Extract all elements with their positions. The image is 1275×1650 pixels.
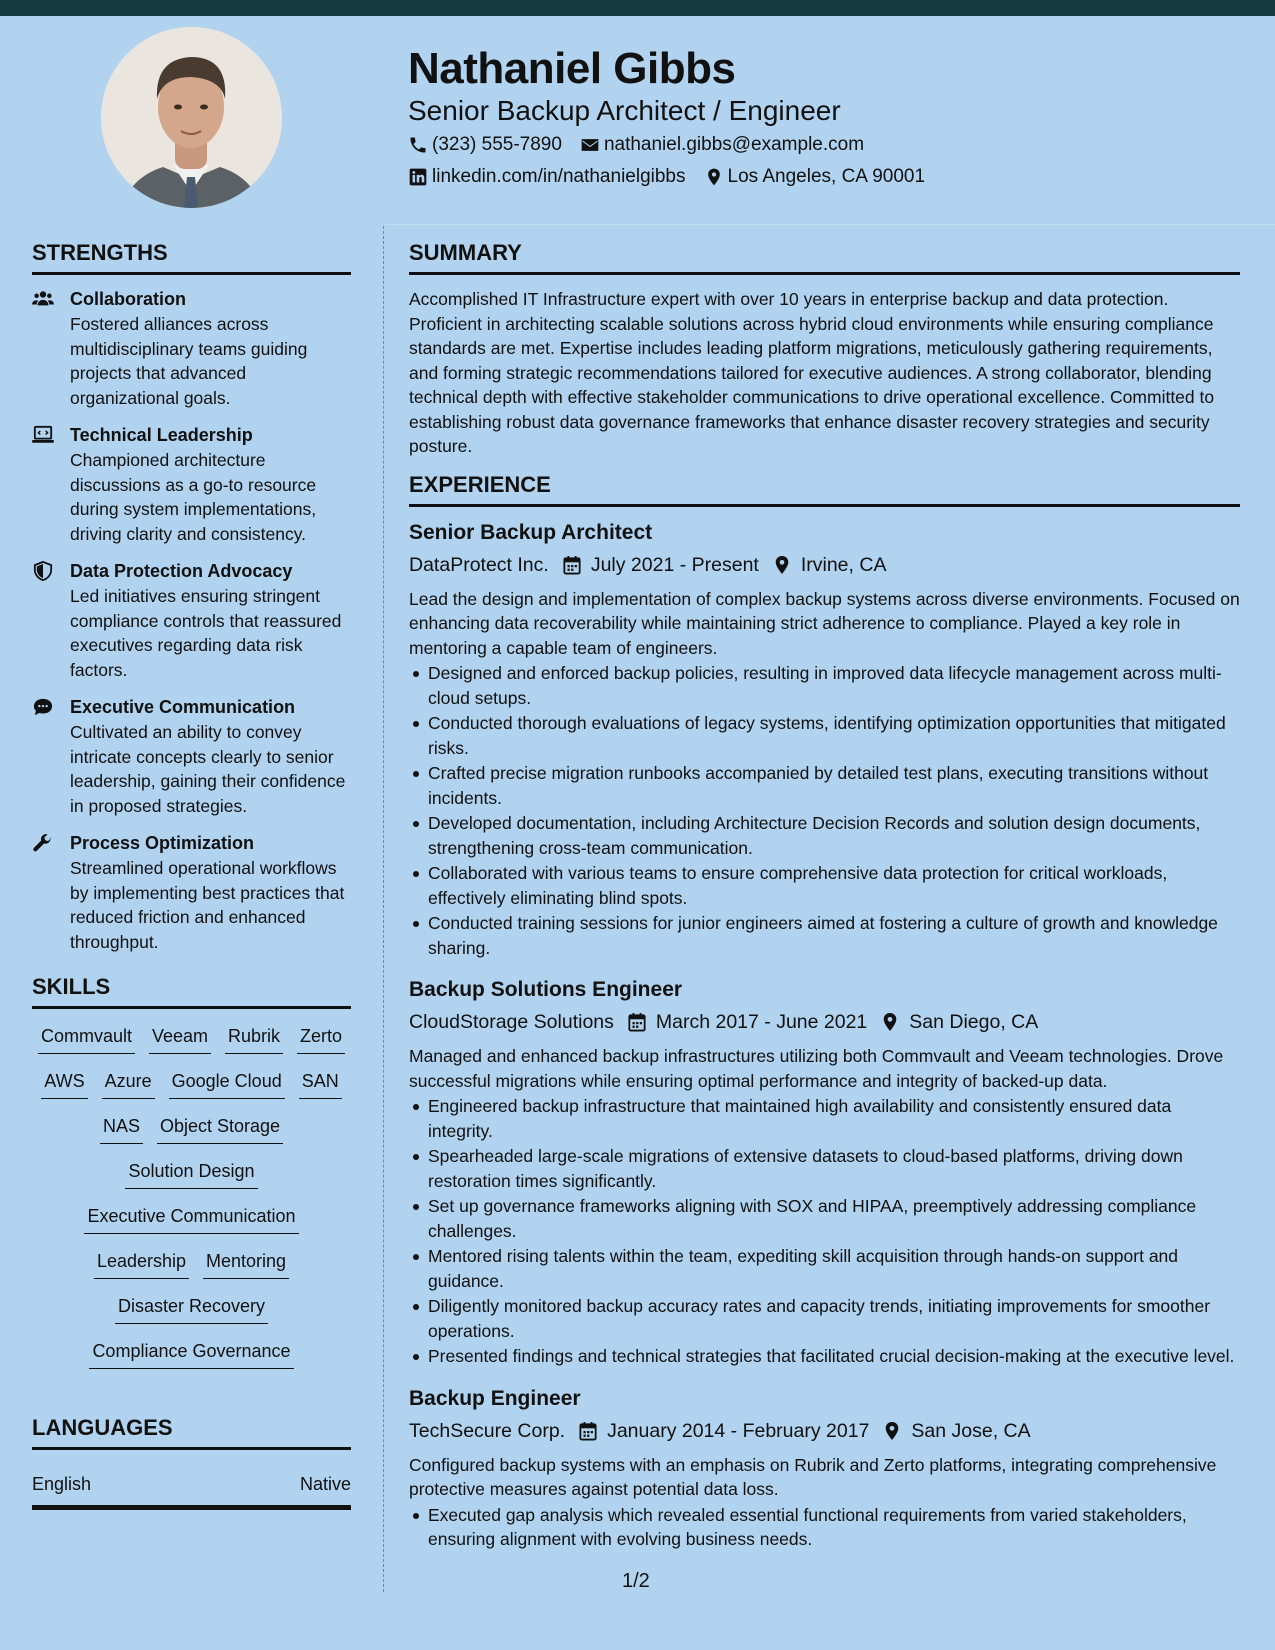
- job-title: Senior Backup Architect: [409, 520, 653, 544]
- job-meta: [409, 551, 1240, 579]
- skill-tag: Executive Communication: [84, 1204, 298, 1234]
- job-bullets: [409, 1094, 1240, 1369]
- job-title: Backup Solutions Engineer: [409, 978, 683, 1001]
- skill-tag: AWS: [41, 1069, 87, 1099]
- job-bullet: Designed and enforced backup policies, resulting in improved data lifecycle management across multi-cloud setups.: [409, 661, 1240, 710]
- strength-title: Technical Leadership: [70, 425, 253, 445]
- skill-row: [32, 1294, 351, 1324]
- contact-row-2: [408, 166, 943, 188]
- map-pin-icon: [773, 555, 791, 575]
- skill-tag: Veeam: [149, 1024, 211, 1054]
- strength-item: [32, 423, 351, 546]
- envelope-icon: [580, 135, 600, 155]
- job-location: San Diego, CA: [909, 1011, 1039, 1033]
- linkedin-contact[interactable]: [408, 166, 686, 188]
- job-bullets: [409, 1503, 1240, 1552]
- map-pin-icon: [881, 1012, 899, 1032]
- language-name: English: [32, 1474, 92, 1494]
- header-divider: [385, 224, 1275, 225]
- location-contact: [704, 166, 926, 188]
- skill-row: [32, 1249, 351, 1279]
- skill-tag: Zerto: [297, 1024, 345, 1054]
- job-description: Configured backup systems with an emphasis on Rubrik and Zerto platforms, integrating comprehensive protective measures against potential data loss.: [409, 1454, 1217, 1499]
- skill-row: [32, 1069, 351, 1099]
- wrench-icon: [32, 833, 54, 853]
- job-bullet: Crafted precise migration runbooks accompanied by detailed test plans, executing transitions without incidents.: [409, 761, 1240, 810]
- job-dates: January 2014 - February 2017: [607, 1419, 870, 1442]
- main-content: [409, 240, 1240, 1568]
- job-bullet: Diligently monitored backup accuracy rates and capacity trends, initiating improvements for smoother operations.: [409, 1294, 1240, 1343]
- job-dates: March 2017 - June 2021: [655, 1011, 868, 1033]
- job-company: TechSecure Corp.: [409, 1419, 566, 1442]
- strength-item: [32, 287, 351, 410]
- skill-tag: Leadership: [94, 1249, 189, 1279]
- page-number: 1/2: [622, 1570, 650, 1592]
- job-dates: July 2021 - Present: [590, 553, 759, 576]
- chat-icon: [32, 697, 54, 717]
- linkedin-text: linkedin.com/in/nathanielgibbs: [432, 166, 686, 187]
- candidate-name: Nathaniel Gibbs: [408, 44, 736, 93]
- skills-list: [32, 1024, 351, 1369]
- email-text: nathaniel.gibbs@example.com: [603, 134, 865, 155]
- skill-row: [32, 1024, 351, 1054]
- job-title: Backup Engineer: [409, 1386, 581, 1410]
- calendar-icon: [579, 1421, 597, 1441]
- job-description: Lead the design and implementation of complex backup systems across diverse environments. Focused on enhancing data recoverability while maintaining strict adherence to compliance. Played a key role in mentoring a capable team of engineers.: [409, 588, 1240, 658]
- skill-tag: Object Storage: [157, 1114, 283, 1144]
- skill-row: [32, 1204, 351, 1234]
- strength-title: Process Optimization: [70, 833, 255, 853]
- strength-desc: Championed architecture discussions as a go-to resource during system implementations, driving clarity and consistency.: [70, 450, 317, 544]
- job-location: Irvine, CA: [800, 553, 887, 576]
- map-pin-icon: [883, 1421, 901, 1441]
- job-bullet: Set up governance frameworks aligning with SOX and HIPAA, preemptively addressing compliance challenges.: [409, 1194, 1240, 1243]
- job-bullets: [409, 661, 1240, 960]
- job-company: DataProtect Inc.: [409, 553, 549, 576]
- sidebar: [32, 240, 351, 1510]
- job-bullet: Collaborated with various teams to ensure comprehensive data protection for critical workloads, effectively eliminating blind spots.: [409, 861, 1240, 910]
- strengths-heading: STRENGTHS: [32, 240, 351, 275]
- map-pin-icon: [704, 167, 724, 187]
- candidate-title: Senior Backup Architect / Engineer: [408, 95, 841, 126]
- skill-tag: Mentoring: [203, 1249, 289, 1279]
- experience-heading: EXPERIENCE: [409, 472, 1240, 507]
- job-description: Managed and enhanced backup infrastructures utilizing both Commvault and Veeam technologies. Drove successful migrations while ensuring optimal performance and integrity of backed-up data.: [409, 1046, 1224, 1091]
- summary-heading: SUMMARY: [409, 240, 1240, 275]
- strength-item: [32, 559, 351, 682]
- profile-photo: [101, 27, 282, 208]
- jobs-list: [409, 519, 1240, 1552]
- job-bullet: Conducted training sessions for junior engineers aimed at fostering a culture of growth and knowledge sharing.: [409, 911, 1240, 960]
- phone-icon: [408, 135, 428, 155]
- strength-title: Collaboration: [70, 289, 186, 309]
- job-entry: [409, 1385, 1240, 1552]
- strength-item: [32, 831, 351, 954]
- job-meta: [409, 1008, 1240, 1036]
- job-meta: [409, 1417, 1240, 1445]
- calendar-icon: [628, 1012, 646, 1032]
- location-text: Los Angeles, CA 90001: [727, 166, 926, 187]
- job-bullet: Spearheaded large-scale migrations of extensive datasets to cloud-based platforms, driving down restoration times significantly.: [409, 1144, 1240, 1193]
- strength-desc: Streamlined operational workflows by implementing best practices that reduced friction and enhanced throughput.: [70, 858, 345, 952]
- strength-title: Data Protection Advocacy: [70, 561, 293, 581]
- job-location: San Jose, CA: [911, 1419, 1031, 1442]
- phone-text: (323) 555-7890: [432, 134, 562, 155]
- language-row: [32, 1462, 351, 1510]
- job-bullet: Engineered backup infrastructure that maintained high availability and consistently ensured data integrity.: [409, 1094, 1240, 1143]
- laptop-code-icon: [32, 425, 54, 445]
- linkedin-icon: [408, 167, 428, 187]
- skill-row: [32, 1114, 351, 1144]
- job-entry: [409, 976, 1240, 1369]
- calendar-icon: [563, 555, 581, 575]
- email-contact[interactable]: [580, 134, 864, 156]
- top-bar: [0, 0, 1275, 16]
- skill-tag: Disaster Recovery: [115, 1294, 268, 1324]
- job-bullet: Developed documentation, including Architecture Decision Records and solution design documents, strengthening cross-team communication.: [409, 811, 1240, 860]
- skill-tag: Google Cloud: [169, 1069, 285, 1099]
- job-bullet: Executed gap analysis which revealed essential functional requirements from varied stakeholders, ensuring alignment with evolving business needs.: [409, 1503, 1240, 1552]
- job-bullet: Mentored rising talents within the team, expediting skill acquisition through hands-on support and guidance.: [409, 1244, 1240, 1293]
- job-bullet: Presented findings and technical strategies that facilitated crucial decision-making at the executive level.: [409, 1344, 1240, 1369]
- summary-text: Accomplished IT Infrastructure expert with over 10 years in enterprise backup and data protection. Proficient in architecting scalable solutions across hybrid cloud environments while ensuring compliance standards are met. Expertise includes leading platform migrations, meticulously gathering requirements, and forming strategic recommendations tailored for executive audiences. A strong collaborator, blending technical depth with effective stakeholder communications to drive operational excellence. Committed to establishing robust data governance frameworks that enhance disaster recovery strategies and security posture.: [409, 289, 1215, 456]
- skill-tag: NAS: [100, 1114, 143, 1144]
- skill-tag: Compliance Governance: [89, 1339, 293, 1369]
- skill-row: [32, 1159, 351, 1189]
- shield-icon: [32, 561, 54, 581]
- skill-tag: SAN: [299, 1069, 342, 1099]
- job-bullet: Conducted thorough evaluations of legacy systems, identifying optimization opportunities that mitigated risks.: [409, 711, 1240, 760]
- job-company: CloudStorage Solutions: [409, 1011, 614, 1033]
- contact-row-1: [408, 134, 882, 156]
- skill-tag: Rubrik: [225, 1024, 283, 1054]
- skill-tag: Solution Design: [125, 1159, 257, 1189]
- languages-heading: LANGUAGES: [32, 1415, 351, 1450]
- strength-item: [32, 695, 351, 818]
- column-divider: [383, 226, 384, 1592]
- skills-heading: SKILLS: [32, 974, 351, 1009]
- job-entry: [409, 519, 1240, 961]
- skill-tag: Commvault: [38, 1024, 135, 1054]
- strength-desc: Led initiatives ensuring stringent compliance controls that reassured executives regarding data risk factors.: [70, 586, 342, 680]
- phone-contact[interactable]: [408, 134, 562, 156]
- language-level: Native: [299, 1474, 351, 1494]
- users-icon: [32, 289, 54, 309]
- skill-tag: Azure: [102, 1069, 155, 1099]
- strength-desc: Cultivated an ability to convey intricate concepts clearly to senior leadership, gaining their confidence in proposed strategies.: [70, 722, 346, 816]
- skill-row: [32, 1339, 351, 1369]
- strength-title: Executive Communication: [70, 697, 296, 717]
- strength-desc: Fostered alliances across multidisciplinary teams guiding projects that advanced organizational goals.: [70, 314, 308, 408]
